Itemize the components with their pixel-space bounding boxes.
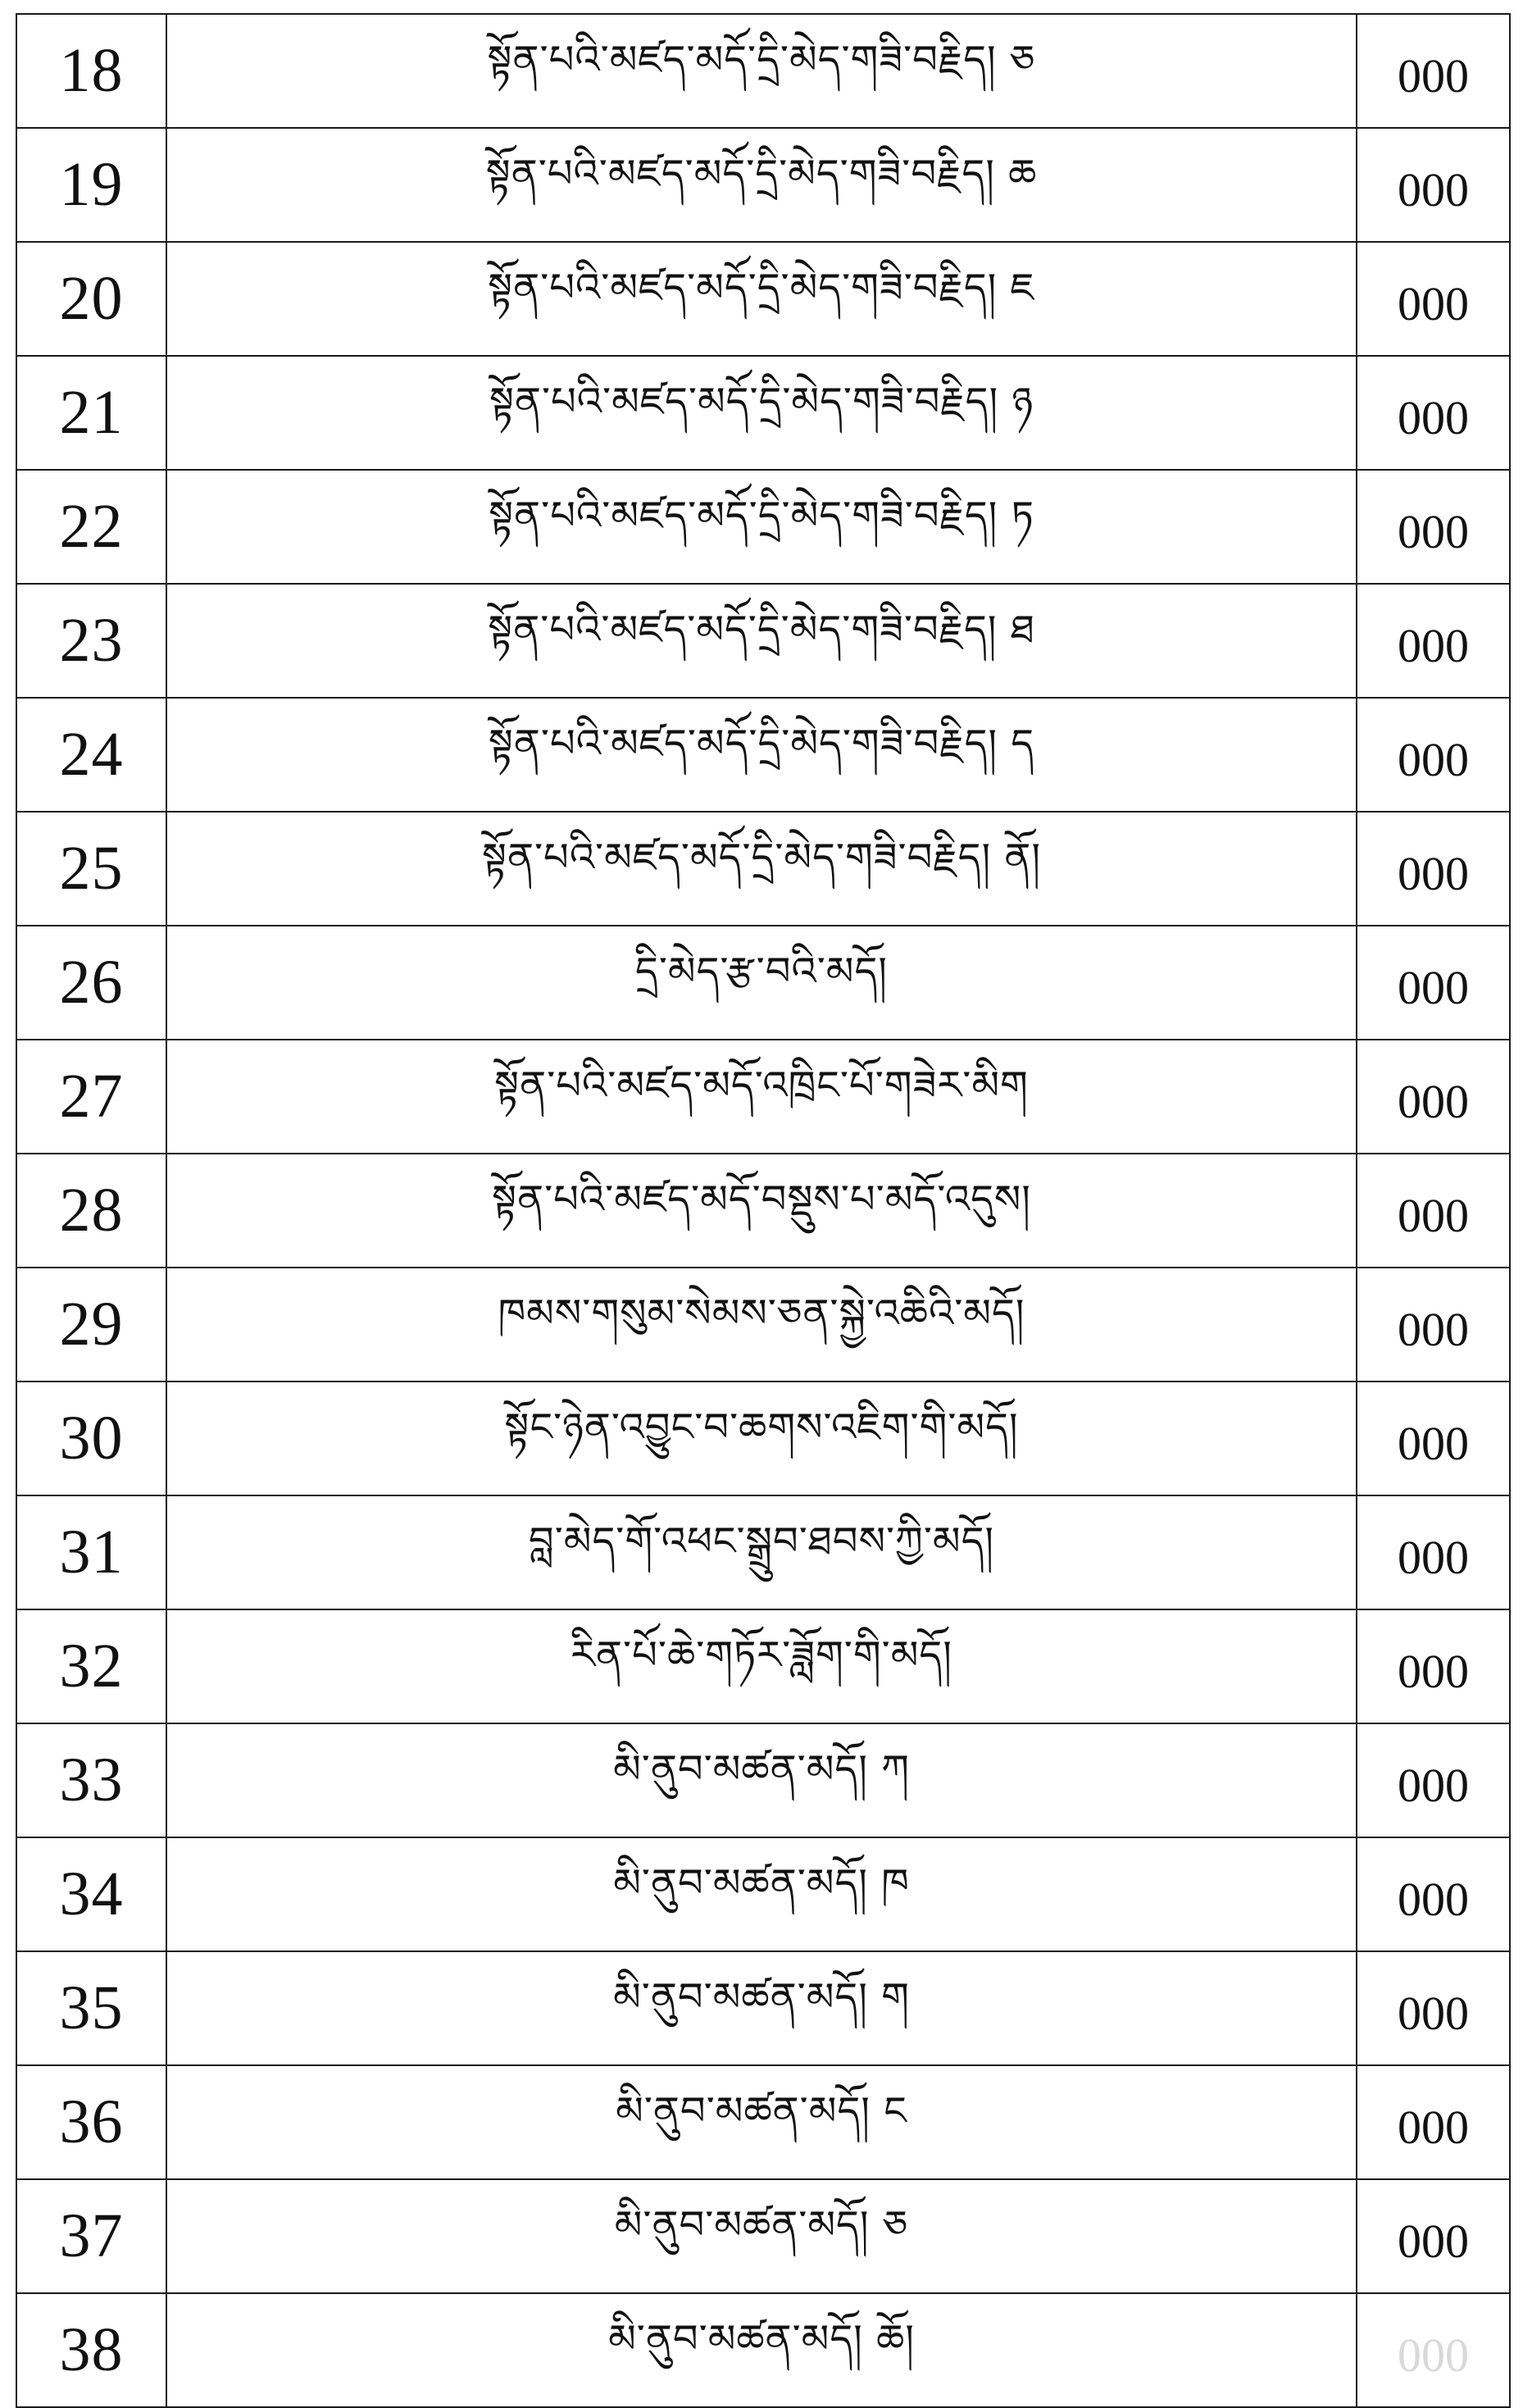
entry-number: 21 [16, 356, 166, 470]
entry-title: མི་ནུབ་མཚན་མདོ། ཆོ། [166, 2293, 1357, 2407]
toc-body [16, 14, 1510, 2407]
entry-title: མི་ནུབ་མཚན་མདོ། ག [166, 1951, 1357, 2065]
entry-title: སྟོན་པའི་མཛད་མདོ་དྲི་མེད་གཟི་བརྗིད། ནོ། [166, 812, 1357, 926]
entry-page: 000 [1357, 1268, 1510, 1382]
entry-number: 38 [16, 2293, 166, 2407]
table-row [16, 14, 1510, 128]
table-row [16, 242, 1510, 356]
entry-title: སྟོང་ཉེན་འབྱུང་བ་ཆགས་འཇིག་གི་མདོ། [166, 1382, 1357, 1495]
entry-number: 33 [16, 1723, 166, 1837]
table-row [16, 1837, 1510, 1951]
entry-title: སྟོན་པའི་མཛད་མདོ་དྲི་མེད་གཟི་བརྗིད། ཏ [166, 470, 1357, 584]
table-row [16, 1154, 1510, 1268]
entry-title: སྟོན་པའི་མཛད་མདོ་དྲི་མེད་གཟི་བརྗིད། ཆ [166, 128, 1357, 242]
table-row [16, 356, 1510, 470]
entry-number: 25 [16, 812, 166, 926]
entry-title: སྟོན་པའི་མཛད་མདོ་དྲི་མེད་གཟི་བརྗིད། ད [166, 698, 1357, 812]
entry-page: 000 [1357, 1837, 1510, 1951]
entry-number: 23 [16, 584, 166, 698]
entry-number: 35 [16, 1951, 166, 2065]
entry-page: 000 [1357, 2065, 1510, 2179]
entry-number: 19 [16, 128, 166, 242]
entry-page: 000 [1357, 584, 1510, 698]
table-row [16, 1723, 1510, 1837]
entry-page: 000 [1357, 698, 1510, 812]
entry-title: སྟོན་པའི་མཛད་མདོ་འཁྲིང་པོ་གཟེར་མིག [166, 1040, 1357, 1154]
entry-number: 34 [16, 1837, 166, 1951]
entry-page: 000 [1357, 1154, 1510, 1268]
entry-page: 000 [1357, 2179, 1510, 2293]
table-row [16, 2065, 1510, 2179]
entry-title: དྲི་མེད་རྩ་བའི་མདོ། [166, 926, 1357, 1040]
entry-number: 30 [16, 1382, 166, 1495]
entry-page: 000 [1357, 1382, 1510, 1495]
table-row [16, 1495, 1510, 1609]
entry-number: 36 [16, 2065, 166, 2179]
entry-number: 29 [16, 1268, 166, 1382]
table-of-contents [16, 13, 1511, 2408]
table-row [16, 1382, 1510, 1495]
table-row [16, 2293, 1510, 2407]
entry-title: མི་ནུབ་མཚན་མདོ། ཅ [166, 2179, 1357, 2293]
entry-title: སྟོན་པའི་མཛད་མདོ་དྲི་མེད་གཟི་བརྗིད། ཉ [166, 356, 1357, 470]
entry-number: 31 [16, 1495, 166, 1609]
entry-page: 000 [1357, 926, 1510, 1040]
entry-page: 000 [1357, 356, 1510, 470]
entry-page: 000 [1357, 1040, 1510, 1154]
entry-title: སྟོན་པའི་མཛད་མདོ་དྲི་མེད་གཟི་བརྗིད། ཐ [166, 584, 1357, 698]
entry-title: ཁམས་གསུམ་སེམས་ཅན་སྐྱེ་འཆིའི་མདོ། [166, 1268, 1357, 1382]
table-row [16, 698, 1510, 812]
entry-title: སྟོན་པའི་མཛད་མདོ་དྲི་མེད་གཟི་བརྗིད། ཇ [166, 242, 1357, 356]
table-row [16, 2179, 1510, 2293]
table-row [16, 470, 1510, 584]
entry-page: 000 [1357, 128, 1510, 242]
entry-number: 24 [16, 698, 166, 812]
entry-page: 000 [1357, 1609, 1510, 1723]
entry-page: 000 [1357, 812, 1510, 926]
entry-page: 000 [1357, 470, 1510, 584]
table-row [16, 1040, 1510, 1154]
entry-page: 000 [1357, 242, 1510, 356]
entry-title: རིན་པོ་ཆེ་གཏོར་ཟློག་གི་མདོ། [166, 1609, 1357, 1723]
entry-title: སྟོན་པའི་མཛད་མདོ་བསྡུས་པ་མདོ་འདུས། [166, 1154, 1357, 1268]
entry-title: མི་ནུབ་མཚན་མདོ། ཀ [166, 1723, 1357, 1837]
entry-number: 18 [16, 14, 166, 128]
table-row [16, 1268, 1510, 1382]
table-row [16, 1951, 1510, 2065]
entry-page: 000 [1357, 14, 1510, 128]
entry-number: 22 [16, 470, 166, 584]
entry-number: 26 [16, 926, 166, 1040]
entry-page: 000 [1357, 1723, 1510, 1837]
entry-title: མི་ནུབ་མཚན་མདོ། ཁ [166, 1837, 1357, 1951]
entry-number: 28 [16, 1154, 166, 1268]
entry-page: 000 [1357, 1495, 1510, 1609]
entry-page: 000 [1357, 2293, 1510, 2407]
entry-title: སྟོན་པའི་མཛད་མདོ་དྲི་མེད་གཟི་བརྗིད། ཅ [166, 14, 1357, 128]
table-row [16, 812, 1510, 926]
table-row [16, 1609, 1510, 1723]
table-row [16, 926, 1510, 1040]
entry-title: མི་ནུབ་མཚན་མདོ། ང [166, 2065, 1357, 2179]
table-row [16, 584, 1510, 698]
table-row [16, 128, 1510, 242]
entry-number: 32 [16, 1609, 166, 1723]
entry-number: 27 [16, 1040, 166, 1154]
entry-page: 000 [1357, 1951, 1510, 2065]
entry-number: 37 [16, 2179, 166, 2293]
entry-title: བླ་མེད་གོ་འཕང་སྒྲུབ་ཐབས་ཀྱི་མདོ། [166, 1495, 1357, 1609]
entry-number: 20 [16, 242, 166, 356]
